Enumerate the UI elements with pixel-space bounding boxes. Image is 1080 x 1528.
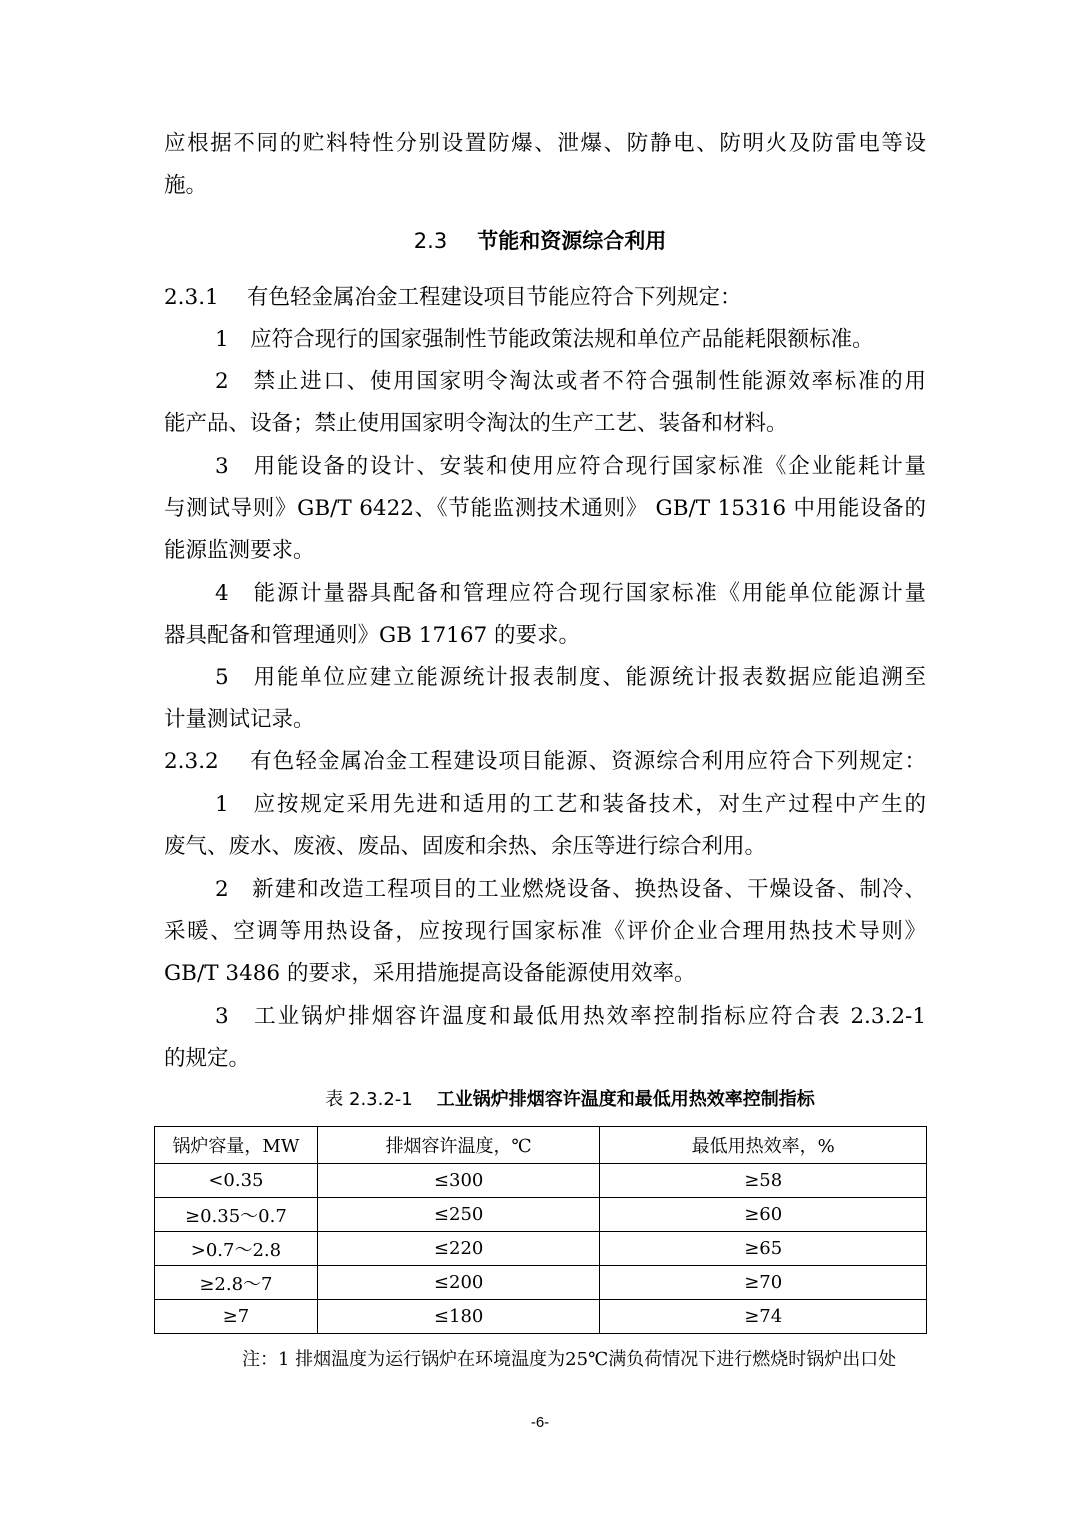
column-header: 排烟容许温度，℃ [317,1127,600,1164]
text-line: 器具配备和管理通则》GB 17167 的要求。 [164,623,581,648]
text-line: 应根据不同的贮料特性分别设置防爆、泄爆、防静电、防明火及防雷电等设 [164,131,926,156]
text-line: 3 用能设备的设计、安装和使用应符合现行国家标准《企业能耗计量 [215,454,926,479]
text-line: 2 禁止进口、使用国家明令淘汰或者不符合强制性能源效率标准的用 [215,369,926,394]
column-header: 最低用热效率，% [600,1127,927,1164]
text-line: 施。 [164,173,208,198]
table-cell: ≥2.8～7 [155,1266,318,1300]
table-cell: ≤300 [317,1164,600,1198]
table-row [155,1164,927,1198]
text-line: 5 用能单位应建立能源统计报表制度、能源统计报表数据应能追溯至 [215,665,926,690]
text-line: 与测试导则》GB/T 6422、《节能监测技术通则》 GB/T 15316 中用能设备的 [164,496,926,521]
text-line: 能源监测要求。 [164,538,315,563]
text-line: 3 工业锅炉排烟容许温度和最低用热效率控制指标应符合表 2.3.2-1 [215,1004,926,1029]
table-cell: <0.35 [155,1164,318,1198]
table-cell: ≥58 [600,1164,927,1198]
section-number: 2.3 [413,229,448,253]
table-row [155,1266,927,1300]
table-cell: ≥60 [600,1198,927,1232]
table-number: 表 2.3.2-1 [325,1089,413,1110]
section-title: 节能和资源综合利用 [477,229,667,253]
table-row [155,1232,927,1266]
table-cell: ≥65 [600,1232,927,1266]
text-line: 2 新建和改造工程项目的工业燃烧设备、换热设备、干燥设备、制冷、 [215,877,926,902]
boiler-table [154,1126,927,1334]
text-line: 废气、废水、废液、废品、固废和余热、余压等进行综合利用。 [164,834,767,859]
column-header: 锅炉容量，MW [155,1127,318,1164]
text-line: 能产品、设备；禁止使用国家明令淘汰的生产工艺、装备和材料。 [164,411,788,436]
table-title: 工业锅炉排烟容许温度和最低用热效率控制指标 [436,1089,815,1110]
table-caption [0,1086,1080,1114]
text-line: 1 应符合现行的国家强制性节能政策法规和单位产品能耗限额标准。 [215,327,874,352]
table-cell: ≤250 [317,1198,600,1232]
text-line: GB/T 3486 的要求，采用措施提高设备能源使用效率。 [164,961,696,986]
text-line: 4 能源计量器具配备和管理应符合现行国家标准《用能单位能源计量 [215,581,926,606]
text-line: 计量测试记录。 [164,707,315,732]
text-line: 的规定。 [164,1046,251,1071]
table-row [155,1198,927,1232]
clause-head: 2.3.1 有色轻金属冶金工程建设项目节能应符合下列规定： [164,285,742,310]
table-cell: ≤200 [317,1266,600,1300]
table-row [155,1300,927,1334]
table-cell: >0.7～2.8 [155,1232,318,1266]
section-heading [0,225,1080,257]
text-line: 采暖、空调等用热设备，应按现行国家标准《评价企业合理用热技术导则》 [164,919,926,944]
clause-head: 2.3.2 有色轻金属冶金工程建设项目能源、资源综合利用应符合下列规定： [164,749,926,774]
text-line: 1 应按规定采用先进和适用的工艺和装备技术，对生产过程中产生的 [215,792,926,817]
table-header-row [155,1127,927,1164]
page-number: -6- [530,1414,550,1431]
table-cell: ≤180 [317,1300,600,1334]
table-note: 注：1 排烟温度为运行锅炉在环境温度为25℃满负荷情况下进行燃烧时锅炉出口处 [242,1349,897,1370]
table-cell: ≥0.35～0.7 [155,1198,318,1232]
table-cell: ≥70 [600,1266,927,1300]
table-cell: ≥7 [155,1300,318,1334]
table-cell: ≤220 [317,1232,600,1266]
table-cell: ≥74 [600,1300,927,1334]
